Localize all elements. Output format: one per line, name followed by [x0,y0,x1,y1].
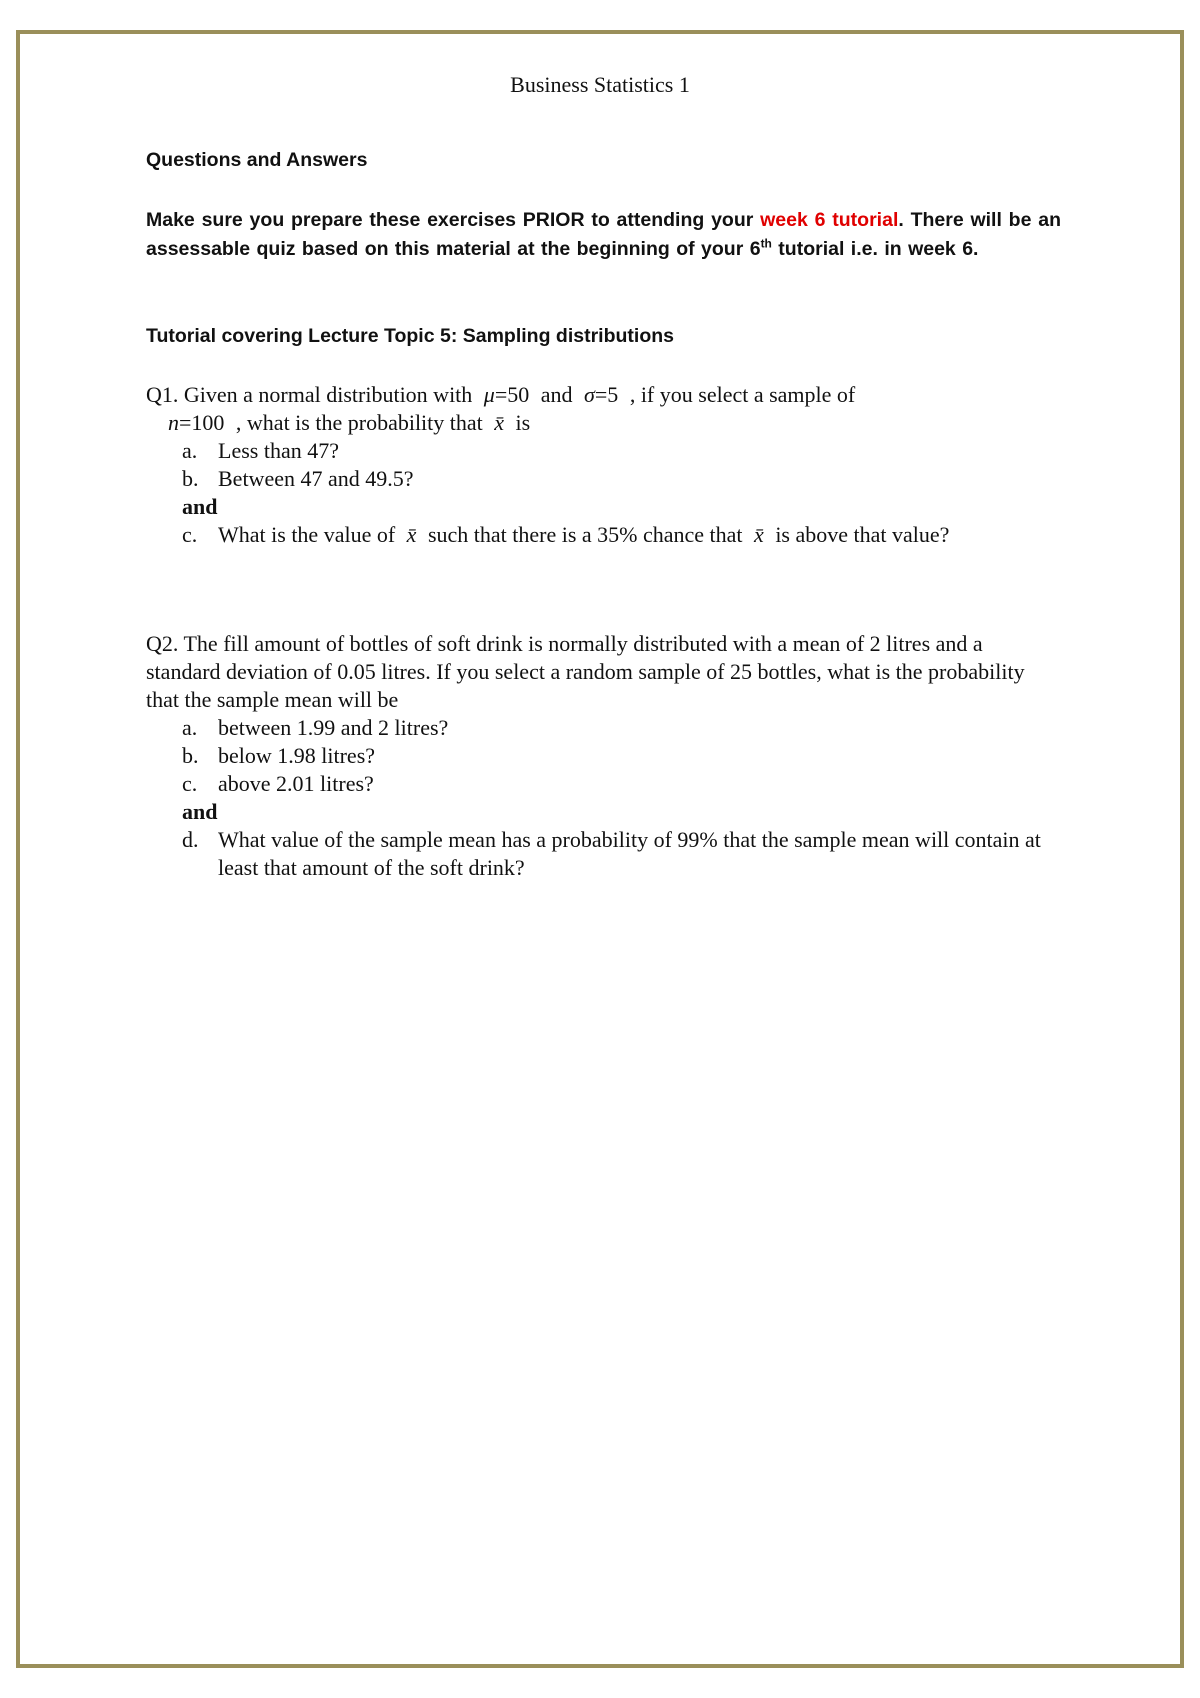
sigma-value: =5 [594,382,619,407]
question-1 [146,381,1061,549]
xbar-symbol: x̄ [494,410,505,435]
item-text: between 1.99 and 2 litres? [218,715,449,740]
sigma-symbol: σ [584,382,595,407]
list-item [146,714,1061,742]
question-1-stem-line-2 [146,409,1061,437]
instructions-superscript: th [760,236,772,251]
item-marker: c. [182,771,198,796]
instructions-text-3: tutorial i.e. in week 6. [771,238,979,260]
topic-title: Tutorial covering Lecture Topic 5: Sampling distributions [146,325,674,347]
item-text: Less than 47? [218,438,339,463]
connector-and: and [182,799,218,824]
list-item [146,770,1061,798]
item-marker: a. [182,438,198,463]
list-item [146,437,1061,465]
list-item [146,521,1061,549]
mu-symbol: μ [483,382,495,407]
item-text: What value of the sample mean has a probability of 99% that the sample mean will contain at least that amount of the soft drink? [218,827,1041,880]
item-text: above 2.01 litres? [218,771,374,796]
n-value: =100 [179,410,225,435]
item-text: such that there is a 35% chance that [427,522,743,547]
page-header: Business Statistics 1 [510,72,690,97]
list-item [146,826,1061,882]
item-marker: c. [182,522,198,547]
q1-intro-b: , if you select a sample of [629,382,856,407]
item-marker: d. [182,827,199,852]
item-text: What is the value of [218,522,396,547]
n-symbol: n [168,410,179,435]
q1-intro-d: is [515,410,531,435]
item-marker: a. [182,715,198,740]
question-1-items [146,437,1061,493]
question-2-stem: Q2. The fill amount of bottles of soft drink is normally distributed with a mean of 2 litres and a standard deviation of 0.05 litres. If you select a random sample of 25 bottles, what is the probability that the sample mean will be [146,631,1025,712]
list-item [146,465,1061,493]
item-marker: b. [182,743,199,768]
item-marker: b. [182,466,199,491]
q1-intro-c: , what is the probability that [235,410,483,435]
question-1-item-c [146,521,1061,549]
question-2-item-d [146,826,1061,882]
item-text: is above that value? [775,522,950,547]
xbar-symbol: x̄ [754,522,764,547]
item-text: Between 47 and 49.5? [218,466,414,491]
n-expression [162,410,230,435]
item-text: below 1.98 litres? [218,743,376,768]
q1-intro-a: Q1. Given a normal distribution with [146,382,473,407]
mu-value: =50 [494,382,530,407]
question-1-stem [146,381,1061,409]
list-item [146,742,1061,770]
section-title: Questions and Answers [146,149,368,171]
xbar-symbol: x̄ [406,522,417,547]
instructions-highlight: week 6 tutorial [760,209,899,231]
sigma-expression [578,382,624,407]
connector-and: and [182,494,218,519]
mu-expression [478,382,535,407]
question-2 [146,630,1061,882]
instructions-paragraph [146,206,1061,264]
question-2-items [146,714,1061,798]
q1-and: and [540,382,573,407]
instructions-text-1: Make sure you prepare these exercises PRIOR to attending your [146,209,761,231]
instructions-text-2: . There will be an assessable quiz based on this material at the beginning of your 6 [146,209,1061,260]
